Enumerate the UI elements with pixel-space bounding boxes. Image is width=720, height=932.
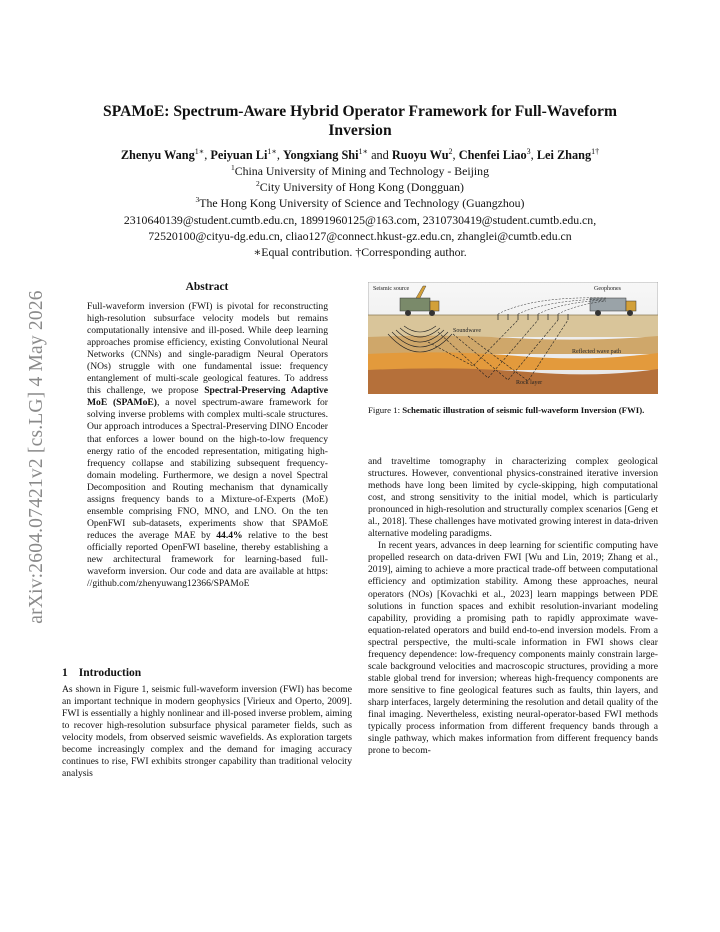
fwi-schematic-figure (368, 282, 658, 394)
label-seismic-source: Seismic source (373, 286, 410, 292)
author-list: Zhenyu Wang$^{1∗}$, Peiyuan $Li^{1∗}$, Yongxiang Shi$^{1∗}$ and Ruoyu Wu$^2$, Chenfei Liao$^3$, Lei Zhang$^{1\dagger}$ (120, 146, 600, 162)
abstract-text: Full-waveform inversion (FWI) is pivotal for reconstructing high-resolution subsurface velocity models but remains computationally intensive and ill-posed. While deep learning approaches promise efficiency, existing Convolutional Neural Networks (CNNs) and single-paradigm Neural Operators (NOs) struggle with one fundamental issue: frequency entanglement of multi-scale geological features. To address this challenge, we propose Spectral-Preserving Adaptive MoE (SPAMoE), a novel spectrum-aware framework for solving inverse problems with complex multi-scale structures. Our approach introduces a Spectral-Preserving DINO Encoder that enforces a lower bound on the high-to-low frequency energy ratio of the encoded representation, mitigating high-frequency collapse and stabilizing subsequent frequency-domain modeling. Furthermore, we design a novel Spectral Decomposition and Routing mechanism that dynamically assigns frequency bands to a Mixture-of-Experts (MoE) ensemble comprising FNO, MNO, and LNO. On the ten OpenFWI sub-datasets, experiments show that SPAMoE reduces the average MAE by 44.4% relative to the best officially reported OpenFWI baseline, thereby establishing a new architectural framework for learning-based full-waveform inversion. Our code and data are available at https: //github.com/zhenyuwang12366/SPAMoE (87, 301, 329, 590)
email-line-1: 2310640139@student.cumtb.edu.cn, 18991960125@163.com, 2310730419@student.cumtb.edu.cn, (123, 213, 597, 227)
right-paragraph-2: In recent years, advances in deep learning for scientific computing have propelled research on data-driven FWI [Wu and Lin, 2019; Zhang et al., 2019], aiming to achieve a more practical trade-off between computational efficiency and optimization stability. Among these approaches, neural operators (NOs) [Kovachki et al., 2023] learn mappings between PDE solutions in function spaces and exhibit resolution-invariant modeling capability, providing a promising path to rapidly approximate wave-equation-related operators and build end-to-end inversion models. From a spectral perspective, the multi-scale information in FWI shows clear frequency dependence: low-frequency components mainly constrain large-scale background velocities and macroscopic structures, providing a more stable global trend for inversion; whereas high-frequency components are more sensitive to fine geological features such as faults, thin layers, and sharp interfaces, largely determining the resolution and detail quality of the final imaging. Nevertheless, existing neural-operator-based FWI methods typically process information from different frequency bands through a single pathway, which makes information from different frequency bands prone to becom- (368, 540, 658, 757)
section-heading-introduction: 1 Introduction (62, 667, 142, 679)
affiliation-2: $^2$City University of Hong Kong (Dongguan) (256, 179, 464, 194)
right-column-text (368, 456, 658, 757)
label-rock-layer: Rock layer (516, 380, 543, 386)
soil-layer-1 (368, 315, 658, 337)
right-paragraph-1: and traveltime tomography in characterizing complex geological structures. However, conventional physics-constrained iterative inversion methods have long been limited by cycle-skipping, high computational cost, and strong sensitivity to the initial model, which is particularly pronounced in high-resolution and structurally complex scenarios [Geng et al., 2018]. These challenges have motivated growing interest in data-driven alternative modeling paradigms. (368, 456, 658, 540)
label-soundwave: Soundwave (453, 328, 481, 334)
affiliation-3: $^3$The Hong Kong University of Science and Technology (Guangzhou) (195, 195, 525, 210)
paper-title: SPAMoE: Spectrum-Aware Hybrid Operator Framework for Full-Waveform Inversion (103, 103, 617, 139)
arxiv-stamp: arXiv:2604.07421v2 [cs.LG] 4 May 2026 (26, 290, 47, 624)
email-line-2: 72520100@cityu-dg.edu.cn, cliao127@connect.hkust-gz.edu.cn, zhanglei@cumtb.edu.cn (148, 229, 572, 243)
abstract-heading: Abstract (185, 281, 229, 293)
label-geophones: Geophones (594, 286, 621, 292)
intro-paragraph-1: As shown in Figure 1, seismic full-waveform inversion (FWI) has become an important technique in modern geophysics [Virieux and Operto, 2009]. FWI is essentially a highly nonlinear and ill-posed inverse problem, aiming to recover high-resolution subsurface physical parameter fields, such as velocity models, from observed seismic wavefields. As exploration targets become increasingly complex and the demand for imaging accuracy continues to rise, FWI exhibits stronger capability than traditional velocity analysis (62, 684, 352, 780)
figure-1-caption: Figure 1: Schematic illustration of seismic full-waveform Inversion (FWI). (368, 405, 645, 415)
label-reflected-wave: Reflected wave path (572, 349, 621, 355)
affiliation-1: $^1$China University of Mining and Technology - Beijing (231, 163, 489, 178)
contribution-note: ∗Equal contribution. †Corresponding author. (253, 245, 467, 259)
